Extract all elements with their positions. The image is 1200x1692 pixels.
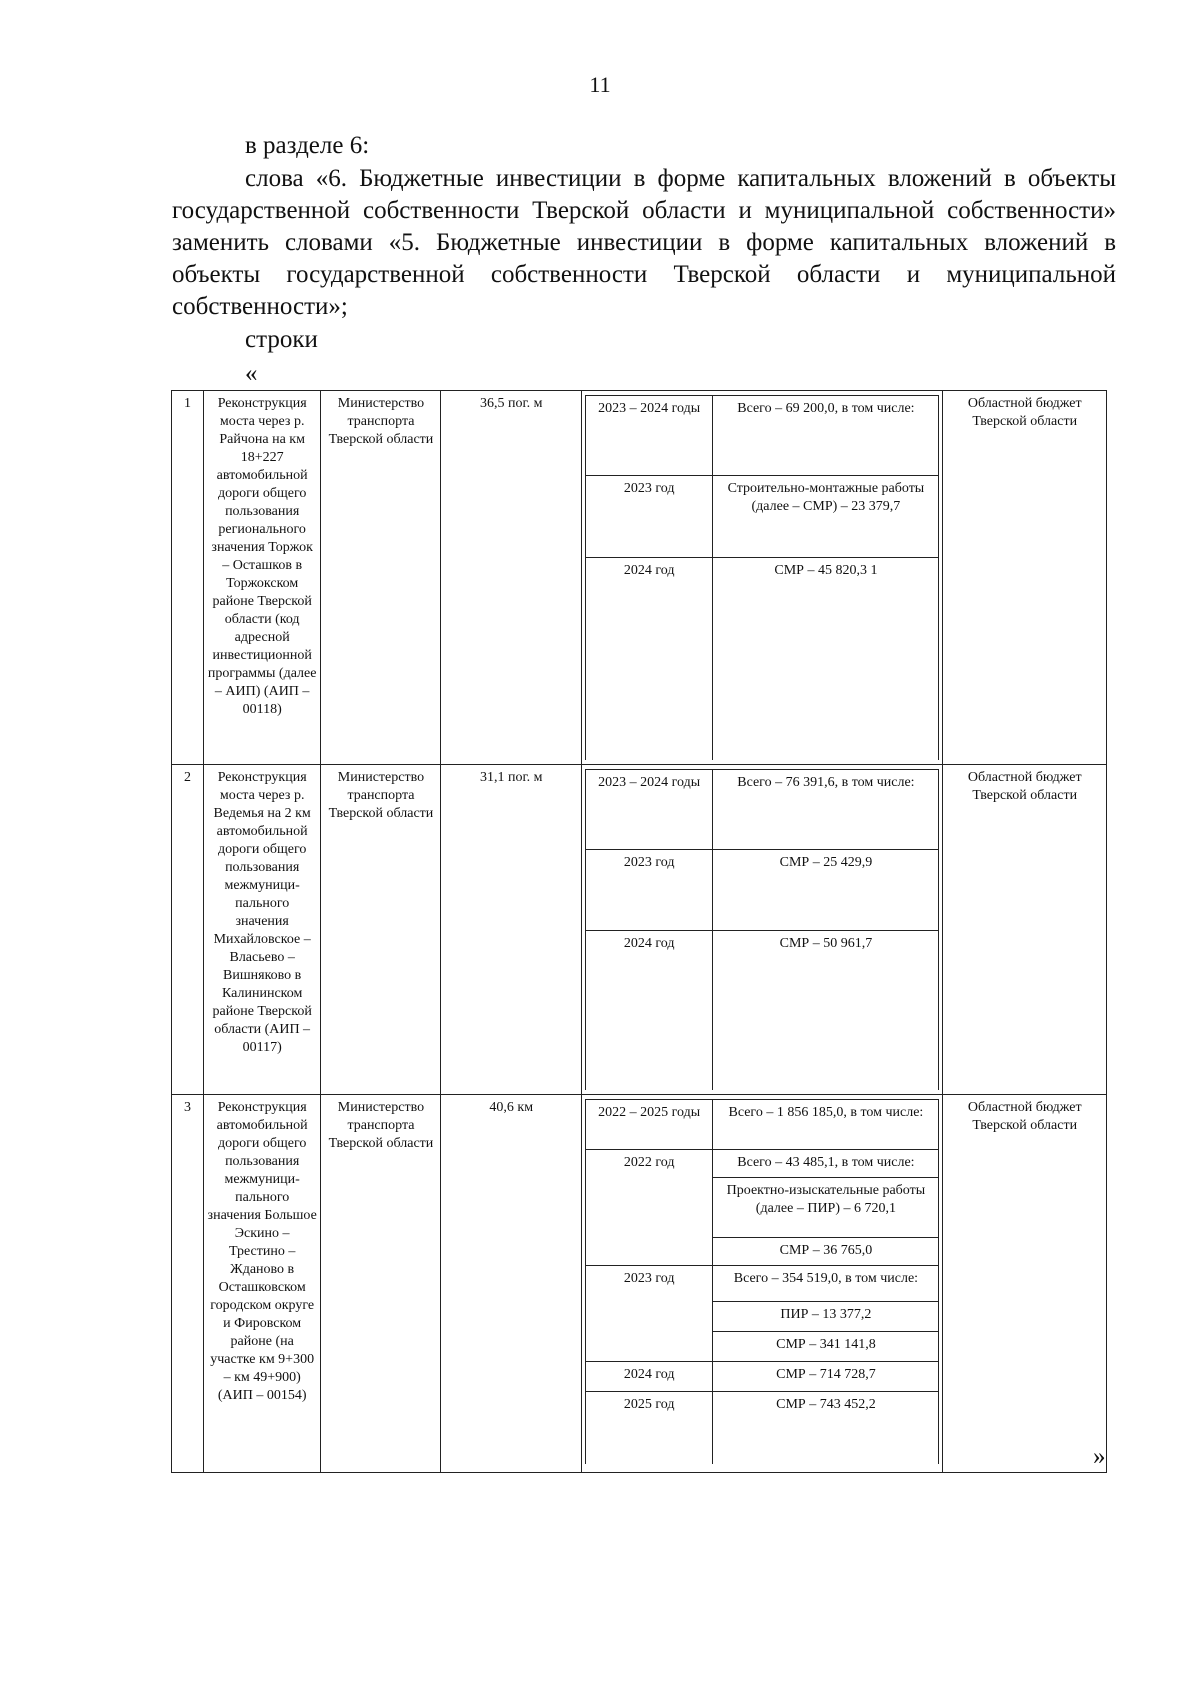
object-name: Реконструкция моста через р. Райчона на км 18+227 автомобильной дороги общего пользования регионального значения Торжок – Осташков в Торжокском районе Тверской области (код адресной инвестиционной программы (далее – АИП) (АИП – 00118)	[203, 391, 321, 765]
row-number: 1	[172, 391, 204, 765]
funding-breakdown	[581, 1095, 942, 1473]
open-quote: «	[245, 360, 258, 387]
investment-table	[171, 390, 1107, 1473]
period: 2024 год	[585, 558, 712, 760]
period: 2023 – 2024 годы	[585, 396, 712, 476]
amount: СМР – 743 452,2	[713, 1392, 939, 1464]
amount: ПИР – 13 377,2	[713, 1302, 939, 1332]
table-row	[172, 1095, 1107, 1473]
period: 2023 – 2024 годы	[585, 769, 712, 849]
amount: СМР – 45 820,3 1	[713, 558, 939, 760]
period: 2022 год	[585, 1150, 712, 1266]
amount: СМР – 341 141,8	[713, 1332, 939, 1362]
object-name: Реконструкция автомобильной дороги общего пользования межмуници-пального значения Большое Эскино – Трестино – Жданово в Осташковском городском округе и Фировском районе (на участке км 9+300 – км 49+900) (АИП – 00154)	[203, 1095, 321, 1473]
responsible-body: Министерство транспорта Тверской области	[321, 764, 441, 1095]
amount: Всего – 43 485,1, в том числе:	[713, 1150, 939, 1178]
period: 2023 год	[585, 1266, 712, 1362]
period: 2023 год	[585, 476, 712, 558]
amount: Строительно-монтажные работы (далее – СМР) – 23 379,7	[713, 476, 939, 558]
capacity: 40,6 км	[441, 1095, 582, 1473]
funding-breakdown	[581, 391, 942, 765]
period: 2023 год	[585, 849, 712, 930]
period: 2022 – 2025 годы	[585, 1100, 712, 1150]
row-number: 2	[172, 764, 204, 1095]
amount: Всего – 1 856 185,0, в том числе:	[713, 1100, 939, 1150]
amount: Всего – 354 519,0, в том числе:	[713, 1266, 939, 1302]
amount: СМР – 714 728,7	[713, 1362, 939, 1392]
amount: СМР – 25 429,9	[713, 849, 939, 930]
section-intro: в разделе 6:	[245, 132, 370, 159]
amendment-text: слова «6. Бюджетные инвестиции в форме капитальных вложений в объекты государственной собственности Тверской области и муниципальной собственности» заменить словами «5. Бюджетные инвестиции в форме капитальных вложений в объекты государственной собственности Тверской области и муниципальной собственности»;	[172, 165, 1116, 320]
page-number: 11	[589, 72, 611, 97]
funding-source: Областной бюджет Тверской области	[943, 764, 1107, 1095]
amount: СМР – 50 961,7	[713, 930, 939, 1090]
table-row	[172, 391, 1107, 765]
period: 2024 год	[585, 1362, 712, 1392]
period: 2025 год	[585, 1392, 712, 1464]
funding-source: Областной бюджет Тверской области	[943, 1095, 1107, 1473]
funding-breakdown	[581, 764, 942, 1095]
table-row	[172, 764, 1107, 1095]
amount: Всего – 69 200,0, в том числе:	[713, 396, 939, 476]
responsible-body: Министерство транспорта Тверской области	[321, 391, 441, 765]
row-number: 3	[172, 1095, 204, 1473]
amount: Проектно-изыскательные работы (далее – ПИР) – 6 720,1	[713, 1178, 939, 1238]
capacity: 31,1 пог. м	[441, 764, 582, 1095]
responsible-body: Министерство транспорта Тверской области	[321, 1095, 441, 1473]
amount: Всего – 76 391,6, в том числе:	[713, 769, 939, 849]
amount: СМР – 36 765,0	[713, 1238, 939, 1266]
funding-source: Областной бюджет Тверской области	[943, 391, 1107, 765]
rows-label: строки	[245, 326, 318, 353]
close-quote: »	[1093, 1443, 1106, 1470]
object-name: Реконструкция моста через р. Ведемья на 2 км автомобильной дороги общего пользования межмуници-пального значения Михайловское – Власьево – Вишняково в Калининском районе Тверской области (АИП – 00117)	[203, 764, 321, 1095]
period: 2024 год	[585, 930, 712, 1090]
capacity: 36,5 пог. м	[441, 391, 582, 765]
